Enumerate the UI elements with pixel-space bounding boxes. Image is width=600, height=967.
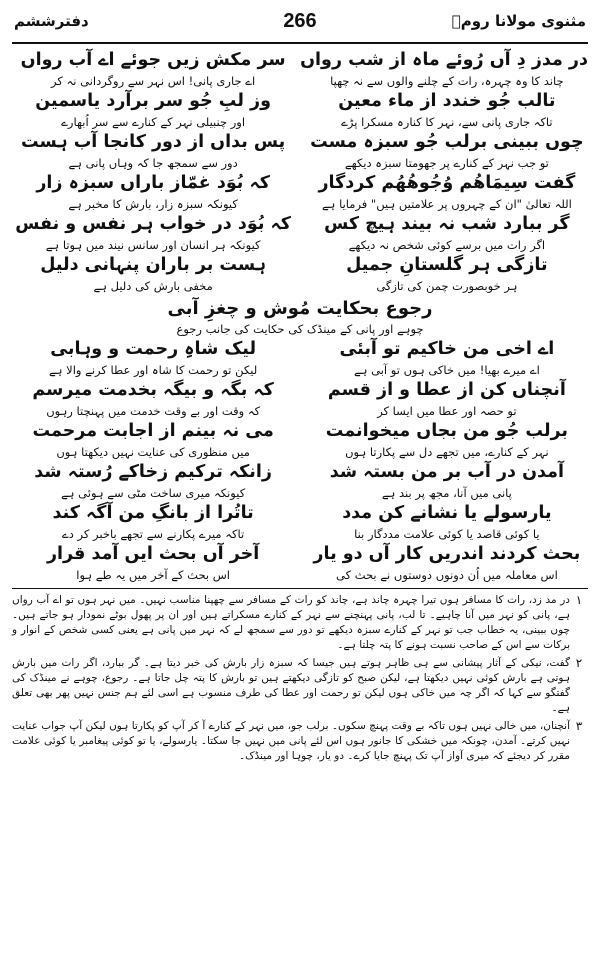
gloss-right: نہر کے کنارے، میں تجھے دل سے پکارتا ہوں [345, 445, 549, 459]
verse-left: کہ بُوَد غمّاز باراں سبزہ زار [36, 173, 270, 193]
couplet [12, 378, 588, 419]
verse-right: آنچناں کن از عطا و از قسم [327, 380, 566, 400]
gloss-left: اس بحث کے آخر میں یہ طے ہوا [76, 568, 230, 582]
verse-right: برلب جُو من بجاں میخوانمت [325, 421, 568, 441]
gloss-left: میں منظوری کی عنایت نہیں دیکھتا ہوں [56, 445, 250, 459]
couplet [12, 171, 588, 212]
couplet [12, 501, 588, 542]
verse-left: ہست بر باران پنہانی دلیل [40, 255, 266, 275]
gloss-left: اے جاری پانی! اس نہر سے روگردانی نہ کر [51, 74, 256, 88]
couplet [12, 212, 588, 253]
verse-right: یارسولے یا نشانے کن مدد [342, 503, 552, 523]
gloss-right: تو جب نہر کے کنارے پر جھومتا سبزہ دیکھے [344, 156, 549, 170]
footnote-divider [12, 588, 588, 589]
verse-left: آخر آں بحث ایں آمد قرار [46, 544, 260, 564]
verse-right: گر ببارد شب نہ بیند ہیچ کس [324, 214, 570, 234]
verse-left: می نہ بینم از اجابت مرحمت [32, 421, 274, 441]
footnote-number: ۳ [575, 719, 583, 733]
gloss-right: یا کوئی قاصد یا کوئی علامت مددگار بنا [354, 527, 540, 541]
footnote [12, 656, 588, 716]
gloss-left: کیونکہ ہر انسان اور سانس نیند میں ہوتا ہے [45, 238, 261, 252]
gloss-left: لیکن تو رحمت کا شاہ اور عطا کرنے والا ہے [49, 363, 258, 377]
couplet [12, 89, 588, 130]
gloss-right: پانی میں آنا، مجھ پر بند ہے [381, 486, 512, 500]
footnote-number: ۱ [575, 593, 583, 607]
gloss-right: تاکہ جاری پانی سے، نہر کا کنارہ مسکرا پڑے [341, 115, 553, 129]
footnote-text: آنچنان، میں خالی نہیں ہوں تاکہ بے وقت پہنچ سکوں۔ برلب جو، میں نہر کے کنارے آ کر آپ کو پکارتا ہوں لیکن آپ جواب عنایت نہیں کرتے۔ آمدن، چونکہ میں خشکی کا جانور ہوں اس لئے پانی میں نہیں جا سکتا۔ یارسولے، یا تو کوئی پیغامبر یا کوئی علامت مقرر کر دیجئے کہ میری آواز آپ تک پہنچ جایا کرے۔ دو یار، چوہا اور مینڈک۔ [12, 720, 570, 762]
section-heading: رجوع بحکایت مُوش و چغزِ آبی [167, 298, 433, 319]
gloss-left: اور چنبیلی نہر کے کنارے سے سر اُبھارے [61, 115, 246, 129]
couplet [12, 419, 588, 460]
verse-right: گفت سِیمَاھُم وُجُوھُھُم کردگار [318, 173, 576, 193]
verse-right: در مدز دِ آں رُوئے ماہ از شب رواں [300, 50, 588, 70]
gloss-right: اس معاملہ میں اُن دونوں دوستوں نے بحث کی [336, 568, 558, 582]
footnote [12, 593, 588, 653]
gloss-right: ہر خوبصورت چمن کی تازگی [376, 279, 518, 293]
page-header [12, 6, 588, 44]
gloss-left: کیونکہ میری ساخت مٹی سے ہوئی ہے [61, 486, 246, 500]
couplet [12, 542, 588, 583]
page [12, 6, 588, 961]
verse-right: بحث کردند اندریں کار آں دو یار [313, 544, 581, 564]
verse-right: چوں ببینی برلب جُو سبزہ مست [310, 132, 584, 152]
footnote-number: ۲ [575, 656, 583, 670]
gloss-left: مخفی بارش کی دلیل ہے [93, 279, 213, 293]
footnote [12, 719, 588, 764]
verse-block-2 [12, 337, 588, 583]
verse-left: کہ بگہ و بیگہ بخدمت میرسم [32, 380, 274, 400]
couplet [12, 48, 588, 89]
verse-left: لیک شاہِ رحمت و وہابی [50, 339, 257, 359]
gloss-left: دور سے سمجھ جا کہ وہاں پانی ہے [68, 156, 238, 170]
book-part-label: دفترششم [14, 12, 89, 30]
verse-right: اے اخی من خاکیم تو آبئی [339, 339, 555, 359]
verse-left: سر مکش زیں جوئے اے آب رواں [20, 50, 286, 70]
verse-left: پس بداں از دور کانجا آب ہست [21, 132, 286, 152]
gloss-left: کہ وقت اور بے وقت خدمت میں پہنچتا رہوں [46, 404, 261, 418]
verse-right: تالب جُو خندد از ماء معین [338, 91, 556, 111]
couplet [12, 460, 588, 501]
verse-block-1 [12, 48, 588, 294]
verse-left: کہ بُوَد در خواب ہر نفس و نفس [15, 214, 291, 234]
book-title: مثنوی مولانا رومؒ [451, 12, 586, 30]
gloss-right: اے میرے بھیا! میں خاکی ہوں تو آبی ہے [354, 363, 540, 377]
section-heading-gloss: چوہے اور پانی کے مینڈک کی حکایت کی جانب رجوع [176, 322, 424, 336]
verse-left: زانکہ ترکیم زخاکے رُستہ شد [34, 462, 272, 482]
verse-left: وز لبِ جُو سر برآرد یاسمین [35, 91, 271, 111]
gloss-right: اگر رات میں برسے کوئی شخص نہ دیکھے [348, 238, 546, 252]
verse-right: تازگی ہر گلستانِ جمیل [346, 255, 548, 275]
footnote-text: گفت، نیکی کے آثار پیشانی سے ہی ظاہر ہوتے ہیں جیسا کہ سبزہ زار بارش کی خبر دیتا ہے۔ گر ببارد، اگر رات میں بارش ہوتی ہے بارش کوئی نہیں دیکھتا ہے، لیکن صبح کو تازگی دیکھتے ہیں تو بارش کا پتہ چل جاتا ہے۔ رجوع، چوہے نے مینڈک کی گفتگو سے کہا کہ اگر چہ میں خاکی ہوں لیکن تو رحمت اور عطا کی طرف منسوب ہے اسی لئے ہم جنس نہیں پھر بھی تعلق ہے۔ [12, 657, 570, 714]
verse-left: تاتُرا از بانگِ من آگہ کند [52, 503, 254, 523]
gloss-right: تو حصہ اور عطا میں ایسا کر [377, 404, 517, 418]
footnotes [12, 593, 588, 764]
footnote-text: در مد زد، رات کا مسافر ہوں تیرا چہرہ چاند ہے، چاند کو رات کے مسافر سے چھپنا مناسب نہیں۔ میں نہر ہوں تو اے آب رواں ہے، پانی کو نہر میں آنا چاہیے۔ تا لب، پانی پہنچنے سے نہر کے کنارے مسکراتے ہیں اور ان پر پھول بوٹے نمودار ہو جاتے ہیں۔ چوں ببینی، یہ خطاب جب تو نہر کے کنارے سبزہ دیکھے تو دور سے سمجھ لے کہ نہر میں پانی ہے یعنی کسی شخص کے انوار و برکات سے اس کے صاحب نسبت ہونے کا پتہ چلتا ہے۔ [12, 594, 570, 651]
page-number: 266 [283, 10, 317, 32]
gloss-left: کیونکہ سبزہ زار، بارش کا مخبر ہے [68, 197, 238, 211]
gloss-right: اللہ تعالیٰ "ان کے چہروں پر علامتیں ہیں" فرمایا ہے [321, 197, 572, 211]
couplet [12, 337, 588, 378]
gloss-right: چاند کا وہ چہرہ، رات کے چلنے والوں سے نہ چھپا [330, 74, 564, 88]
couplet [12, 253, 588, 294]
verse-right: آمدن در آب بر من بستہ شد [329, 462, 564, 482]
gloss-left: تاکہ میرے پکارنے سے تجھے باخبر کر دے [62, 527, 245, 541]
couplet [12, 130, 588, 171]
